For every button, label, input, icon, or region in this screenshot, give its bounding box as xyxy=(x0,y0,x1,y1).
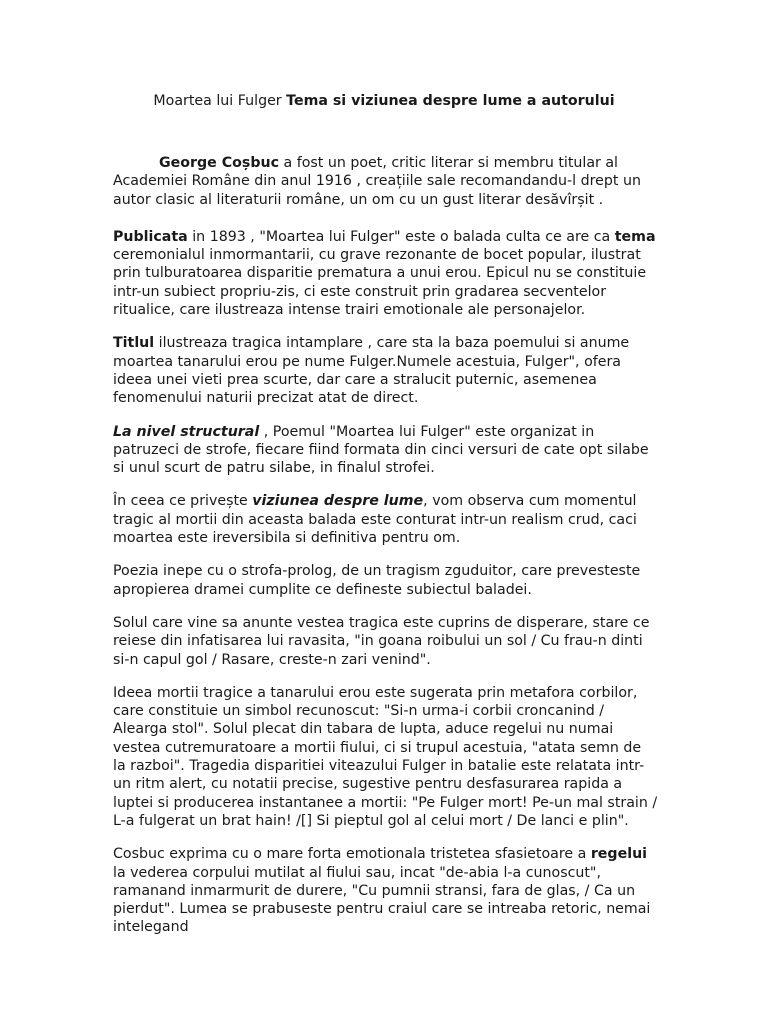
keyword-viziunea: viziunea despre lume xyxy=(252,493,424,510)
paragraph-text: , Poemul "Moartea lui Fulger" este organizat in patruzeci de strofe, fiecare fiind formata din cinci versuri de cate opt silabe si unul scurt de patru silabe, in finalul strofei. xyxy=(113,423,649,477)
paragraph-text: , vom observa cum momentul tragic al mortii din aceasta balada este conturat intr-un realism crud, caci moartea este ireversibila si definitiva pentru om. xyxy=(113,493,637,547)
paragraph-text: ilustreaza tragica intamplare , care sta la baza poemului si anume moartea tanarului erou pe nume Fulger.Numele acestuia, Fulger", ofera ideea unei vieti prea scurte, dar care a stralucit puternic, asemenea fenomenului naturii precizat atat de direct. xyxy=(113,335,630,407)
paragraph-publication xyxy=(113,228,658,319)
paragraph-ravens: Ideea mortii tragice a tanarului erou este sugerata prin metafora corbilor, care constituie un simbol recunoscut: "Si-n urma-i corbii croncanind / Alearga stol". Solul plecat din tabara de lupta, aduce regelui nu numai vestea cutremuratoare a mortii fiului, ci si trupul acestuia, "atata semn de la razboi". Tragedia disparitiei viteazului Fulger in batalie este relatata intr-un ritm alert, cu notatii precise, sugestive pentru desfasurarea rapida a luptei si producerea instantanee a mortii: "Pe Fulger mort! Pe-un mal strain / L-a fulgerat un brat hain! /[] Si pieptul gol al celui mort / De lanci e plin". xyxy=(113,684,658,829)
document-title xyxy=(0,92,768,111)
paragraph-king xyxy=(113,845,658,936)
paragraph-prologue: Poezia inepe cu o strofa-prolog, de un tragism zguduitor, care prevesteste apropierea dramei cumplite ce defineste subiectul baladei. xyxy=(113,563,641,598)
paragraph-messenger: Solul care vine sa anunte vestea tragica este cuprins de disperare, stare ce reiese din infatisarea lui ravasita, "in goana roibului un sol / Cu frau-n dinti si-n capul gol / Rasare, creste-n zari venind". xyxy=(113,614,650,668)
paragraph-title xyxy=(113,334,658,407)
title-bold: Tema si viziunea despre lume a autorului xyxy=(286,93,615,109)
keyword-publicata: Publicata xyxy=(113,228,188,245)
author-name: George Coșbuc xyxy=(159,155,279,171)
keyword-titlul: Titlul xyxy=(113,335,155,352)
keyword-structural: La nivel structural xyxy=(113,423,260,440)
keyword-regelui: regelui xyxy=(590,846,648,863)
paragraph-text: Cosbuc exprima cu o mare forta emotionala tristetea sfasietoare a xyxy=(113,846,591,863)
paragraph-structure xyxy=(113,423,658,478)
paragraph-text: in 1893 , "Moartea lui Fulger" este o balada culta ce are ca xyxy=(187,228,615,245)
paragraph-text: a fost un poet, critic literar si membru titular al Academiei Române din anul 1916 , creațiile sale recomandandu-l drept un autor clasic al literaturii române, un om cu un gust literar desăvîrșit . xyxy=(113,155,641,208)
keyword-tema: tema xyxy=(614,228,656,245)
paragraph-text: ceremonialul inmormantarii, cu grave rezonante de bocet popular, ilustrat prin tulburatoarea disparitie prematura a unui erou. Epicul nu se constituie intr-un subiect propriu-zis, ci este construit prin gradarea secventelor ritualice, care ilustreaza intense trairi emotionale ale personajelor. xyxy=(113,247,647,319)
paragraph-text: În ceea ce privește xyxy=(113,493,253,510)
paragraph-author xyxy=(113,154,658,209)
title-plain: Moartea lui Fulger xyxy=(153,93,287,109)
paragraph-vision xyxy=(113,492,658,547)
paragraph-text: la vederea corpului mutilat al fiului sau, incat "de-abia l-a cunoscut", ramanand inmarmurit de durere, "Cu pumnii stransi, fara de glas, / Ca un pierdut". Lumea se prabuseste pentru craiul care se intreaba retoric, nemai intelegand xyxy=(113,864,651,936)
document-body xyxy=(113,154,658,952)
